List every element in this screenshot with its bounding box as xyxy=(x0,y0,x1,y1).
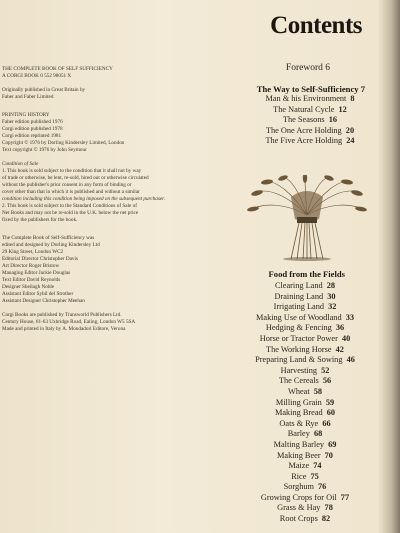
section-heading-self-sufficiency: The Way to Self-Sufficiency 7 xyxy=(256,84,365,94)
toc-item: The Seasons 16 xyxy=(282,115,338,125)
credit-line: Designer Sheilagh Noble xyxy=(2,284,55,290)
toc-item: Making Bread 60 xyxy=(274,408,336,418)
credit-line: Assistant Designer Christopher Meehan xyxy=(2,298,85,304)
condition-line: Net Books and may not be re-sold in the U.K. below the net price xyxy=(2,210,139,216)
imprint-column xyxy=(2,66,170,333)
page-gutter-shadow xyxy=(378,0,400,533)
condition-line: 1. This book is sold subject to the condition that it shall not by way xyxy=(2,168,142,174)
toc-item: Rice 75 xyxy=(291,471,319,481)
toc-item: Growing Crops for Oil 77 xyxy=(260,492,350,502)
credit-line: Assistant Editor Sybil del Strother xyxy=(2,291,74,297)
toc-item: Malting Barley 69 xyxy=(273,439,337,449)
printing-history-line: Corgi edition published 1978 xyxy=(2,126,63,132)
foreword-entry: Foreword 6 xyxy=(285,63,330,73)
section-heading-food-from-fields: Food from the Fields xyxy=(268,269,345,279)
credit-line: edited and designed by Dorling Kindersley Ltd xyxy=(2,242,100,248)
copyright-line: Text copyright © 1976 by John Seymour xyxy=(2,147,87,153)
toc-item: Wheat 58 xyxy=(287,386,323,396)
toc-list-section1 xyxy=(245,94,375,147)
toc-item: Milling Grain 59 xyxy=(275,397,335,407)
orig-pub-line: Faber and Faber Limited xyxy=(2,94,54,100)
credit-line: Managing Editor Jackie Douglas xyxy=(2,270,71,276)
printing-history-heading: PRINTING HISTORY xyxy=(2,112,50,118)
toc-item: Preparing Land & Sowing 46 xyxy=(255,355,355,365)
printing-history-line: Corgi edition reprinted 1981 xyxy=(2,133,62,139)
toc-item: Draining Land 30 xyxy=(274,291,336,301)
toc-item: Irrigating Land 32 xyxy=(273,302,337,312)
credit-line: The Complete Book of Self-Sufficiency was xyxy=(2,235,95,241)
credit-line: 29 King Street, London WC2 xyxy=(2,249,64,255)
toc-item: The Natural Cycle 12 xyxy=(273,104,347,114)
toc-item: Man & his Environment 8 xyxy=(265,94,355,103)
toc-item: The Five Acre Holding 24 xyxy=(265,136,355,146)
toc-item: Grass & Hay 78 xyxy=(277,503,333,513)
toc-item: Making Beer 70 xyxy=(277,450,333,460)
credit-line: Art Director Roger Bristow xyxy=(2,263,60,269)
toc-list-section2 xyxy=(240,281,370,525)
printing-history-line: Faber edition published 1976 xyxy=(2,119,63,125)
book-title-line: THE COMPLETE BOOK OF SELF SUFFICIENCY xyxy=(2,66,113,72)
toc-item: Making Use of Woodland 33 xyxy=(256,312,354,322)
condition-line: 2. This book is sold subject to the Standard Conditions of Sale of xyxy=(2,203,137,209)
toc-item: The One Acre Holding 20 xyxy=(265,125,355,135)
toc-item: Oats & Rye 66 xyxy=(279,418,331,428)
condition-line: fixed by the publishers for the book. xyxy=(2,217,78,223)
condition-line: of trade or otherwise, be lent, re-sold, hired out or otherwise circulated xyxy=(2,175,149,181)
toc-item: The Working Horse 42 xyxy=(266,344,344,354)
toc-item: Maize 74 xyxy=(288,461,322,471)
toc-item: Hedging & Fencing 36 xyxy=(265,323,345,333)
toc-item: Clearing Land 28 xyxy=(274,281,336,290)
publisher-line: Century House, 61-63 Uxbridge Road, Ealing, London W5 5SA xyxy=(2,319,136,325)
publisher-line: Made and printed in Italy by A. Mondadori Editore, Verona xyxy=(2,326,126,332)
toc-item: Horse or Tractor Power 40 xyxy=(259,333,351,343)
toc-item: Barley 68 xyxy=(287,429,323,439)
credit-line: Editorial Director Christopher Davis xyxy=(2,256,78,262)
condition-heading: Condition of Sale xyxy=(2,161,39,167)
toc-item: Root Crops 82 xyxy=(279,514,331,524)
toc-item: The Cereals 56 xyxy=(278,376,332,386)
credit-line: Text Editor David Reynolds xyxy=(2,277,61,283)
copyright-line: Copyright © 1976 by Dorling Kindersley Limited, London xyxy=(2,140,125,146)
condition-line: cover other than that in which it is published and without a similar xyxy=(2,189,140,195)
orig-pub-line: Originally published in Great Britain by xyxy=(2,87,86,93)
publisher-line: Corgi Books are published by Transworld Publishers Ltd. xyxy=(2,312,122,318)
condition-line: without the publisher's prior consent in any form of binding or xyxy=(2,182,132,188)
condition-line: condition including this condition being imposed on the subsequent purchaser. xyxy=(2,196,165,202)
isbn-line: A CORGI BOOK 0 552 98051 X xyxy=(2,73,72,79)
toc-item: Sorghum 76 xyxy=(283,482,327,492)
toc-item: Harvesting 52 xyxy=(280,365,330,375)
wheat-sheaf-icon xyxy=(247,175,367,261)
contents-title: Contents xyxy=(270,12,362,39)
